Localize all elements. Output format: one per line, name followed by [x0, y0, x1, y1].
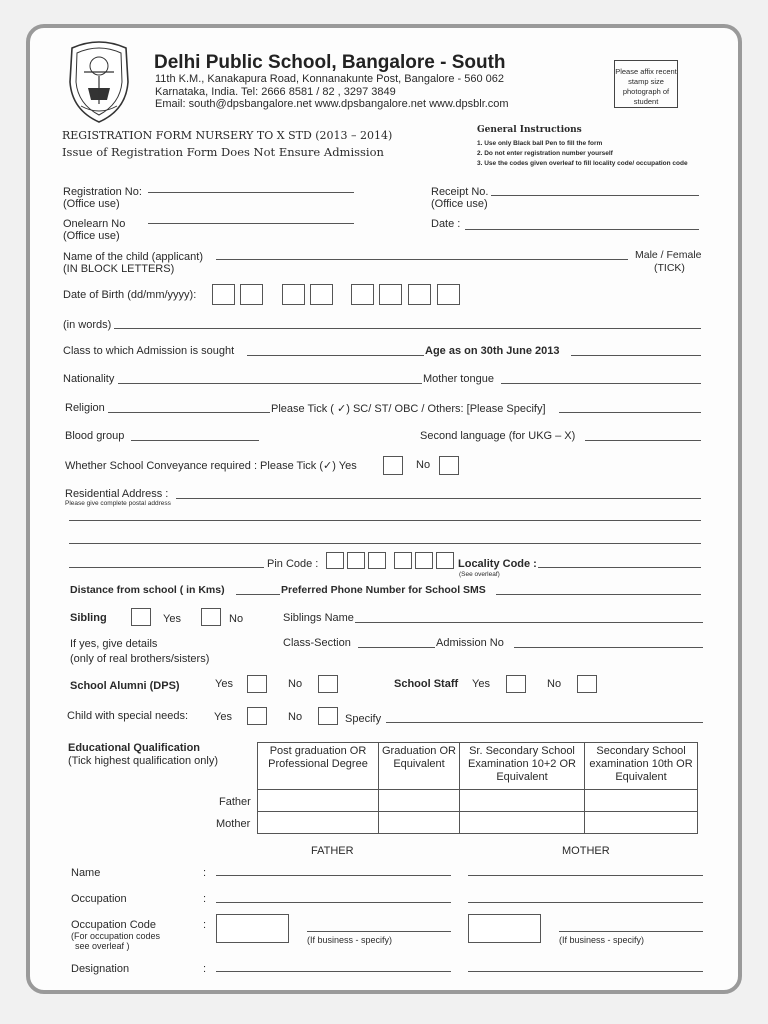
- special-needs-no-checkbox[interactable]: [318, 707, 338, 725]
- dob-words-field[interactable]: [114, 328, 701, 329]
- in-words-label: (in words): [63, 319, 112, 331]
- school-crest-icon: [64, 38, 134, 124]
- mother-post-graduation-cell[interactable]: [258, 812, 379, 834]
- alumni-yes-label: Yes: [215, 678, 233, 690]
- age-field[interactable]: [571, 355, 701, 356]
- alumni-no-label: No: [288, 678, 303, 690]
- business-note: (If business - specify): [307, 935, 393, 945]
- instruction-item: 3. Use the codes given overleaf to fill locality code/ occupation code: [477, 160, 688, 167]
- education-subheading: (Tick highest qualification only): [68, 755, 218, 767]
- father-designation-field[interactable]: [216, 971, 451, 972]
- class-sought-field[interactable]: [247, 355, 424, 356]
- siblings-name-field[interactable]: [355, 622, 703, 623]
- form-frame: [26, 24, 742, 994]
- colon: :: [203, 919, 207, 931]
- child-name-field[interactable]: [216, 259, 628, 260]
- staff-yes-checkbox[interactable]: [506, 675, 526, 693]
- colon: :: [203, 963, 207, 975]
- alumni-yes-checkbox[interactable]: [247, 675, 267, 693]
- col-post-graduation: Post graduation OR Professional Degree: [258, 743, 379, 790]
- sibling-no-checkbox[interactable]: [201, 608, 221, 626]
- father-sr-secondary-cell[interactable]: [460, 790, 585, 812]
- conveyance-no-label: No: [416, 459, 431, 471]
- admission-no-field[interactable]: [514, 647, 703, 648]
- dob-year-digit[interactable]: [379, 284, 402, 305]
- real-siblings-note: (only of real brothers/sisters): [70, 653, 210, 665]
- mother-designation-field[interactable]: [468, 971, 703, 972]
- father-occupation-field[interactable]: [216, 902, 451, 903]
- school-alumni-label: School Alumni (DPS): [70, 680, 180, 692]
- blood-group-label: Blood group: [65, 430, 125, 442]
- sibling-label: Sibling: [70, 612, 107, 624]
- form-subtitle: Issue of Registration Form Does Not Ensure Admission: [62, 145, 384, 159]
- second-language-label: Second language (for UKG – X): [420, 430, 576, 442]
- col-secondary: Secondary School examination 10th OR Equivalent: [585, 743, 698, 790]
- blood-group-field[interactable]: [131, 440, 259, 441]
- pin-code-label: Pin Code :: [267, 558, 319, 570]
- dob-day-digit[interactable]: [240, 284, 263, 305]
- occupation-code-note: (For occupation codes: [71, 931, 161, 941]
- religion-field[interactable]: [108, 412, 270, 413]
- registration-no-label: Registration No:: [63, 186, 142, 198]
- mother-occupation-field[interactable]: [468, 902, 703, 903]
- col-sr-secondary: Sr. Secondary School Examination 10+2 OR Equivalent: [460, 743, 585, 790]
- category-label: Please Tick ( ✓) SC/ ST/ OBC / Others: [Please Specify]: [271, 403, 546, 415]
- address-line-4[interactable]: [69, 567, 264, 568]
- mother-name-field[interactable]: [468, 875, 703, 876]
- occupation-code-label: Occupation Code: [71, 919, 156, 931]
- designation-label: Designation: [71, 963, 130, 975]
- nationality-label: Nationality: [63, 373, 115, 385]
- receipt-no-label: Receipt No.: [431, 186, 489, 198]
- colon: :: [203, 867, 207, 879]
- mother-occupation-code-box[interactable]: [468, 914, 541, 943]
- staff-yes-label: Yes: [472, 678, 490, 690]
- tick-note: (TICK): [654, 262, 685, 274]
- child-name-label: Name of the child (applicant): [63, 251, 204, 263]
- pin-digit[interactable]: [415, 552, 433, 569]
- date-label: Date :: [431, 218, 461, 230]
- dob-year-digit[interactable]: [437, 284, 460, 305]
- if-yes-label: If yes, give details: [70, 638, 158, 650]
- conveyance-label: Whether School Conveyance required : Please Tick (✓) Yes: [65, 460, 357, 472]
- locality-code-label: Locality Code :: [458, 558, 537, 570]
- address-line-3[interactable]: [69, 543, 701, 544]
- date-field[interactable]: [465, 229, 699, 230]
- mother-tongue-field[interactable]: [501, 383, 701, 384]
- dob-year-digit[interactable]: [351, 284, 374, 305]
- dob-label: Date of Birth (dd/mm/yyyy):: [63, 289, 197, 301]
- photo-box[interactable]: Please affix recent stamp size photograph of student: [614, 60, 678, 108]
- occupation-code-note: see overleaf ): [75, 941, 130, 951]
- office-use-label: (Office use): [431, 198, 488, 210]
- nationality-field[interactable]: [118, 383, 422, 384]
- instruction-item: 2. Do not enter registration number yourself: [477, 150, 613, 157]
- office-use-label: (Office use): [63, 230, 120, 242]
- gender-option[interactable]: Male / Female: [635, 249, 702, 261]
- special-needs-no-label: No: [288, 711, 303, 723]
- mother-business-field[interactable]: [559, 931, 703, 932]
- age-label: Age as on 30th June 2013: [425, 345, 560, 357]
- business-note: (If business - specify): [559, 935, 645, 945]
- school-name: Delhi Public School, Bangalore - South: [154, 52, 506, 73]
- receipt-no-field[interactable]: [491, 195, 699, 196]
- father-graduation-cell[interactable]: [379, 790, 460, 812]
- onelearn-no-label: Onelearn No: [63, 218, 126, 230]
- alumni-no-checkbox[interactable]: [318, 675, 338, 693]
- dob-month-digit[interactable]: [282, 284, 305, 305]
- school-staff-label: School Staff: [394, 678, 459, 690]
- education-table: [257, 742, 698, 834]
- see-overleaf-note: (See overleaf): [459, 571, 500, 578]
- form-title: REGISTRATION FORM NURSERY TO X STD (2013 – 2014): [62, 129, 393, 142]
- pin-digit[interactable]: [436, 552, 454, 569]
- school-address: 11th K.M., Kanakapura Road, Konnanakunte Post, Bangalore - 560 062: [155, 73, 504, 85]
- dob-day-digit[interactable]: [212, 284, 235, 305]
- mother-row-label: Mother: [216, 818, 251, 830]
- preferred-phone-field[interactable]: [496, 594, 701, 595]
- father-row-label: Father: [219, 796, 251, 808]
- pin-digit[interactable]: [347, 552, 365, 569]
- occupation-label: Occupation: [71, 893, 127, 905]
- religion-label: Religion: [65, 402, 105, 414]
- registration-no-field[interactable]: [148, 192, 354, 193]
- preferred-phone-label: Preferred Phone Number for School SMS: [281, 584, 486, 596]
- pin-digit[interactable]: [368, 552, 386, 569]
- col-graduation: Graduation OR Equivalent: [379, 743, 460, 790]
- school-email: Email: south@dpsbangalore.net www.dpsbangalore.net www.dpsblr.com: [155, 98, 509, 110]
- education-heading: Educational Qualification: [68, 742, 201, 754]
- mother-tongue-label: Mother tongue: [423, 373, 494, 385]
- father-secondary-cell[interactable]: [585, 790, 698, 812]
- class-section-label: Class-Section: [283, 637, 351, 649]
- dob-year-digit[interactable]: [408, 284, 431, 305]
- mother-secondary-cell[interactable]: [585, 812, 698, 834]
- residential-address-label: Residential Address :: [65, 488, 169, 500]
- siblings-name-label: Siblings Name: [283, 612, 354, 624]
- staff-no-checkbox[interactable]: [577, 675, 597, 693]
- father-post-graduation-cell[interactable]: [258, 790, 379, 812]
- address-line-2[interactable]: [69, 520, 701, 521]
- pin-digit[interactable]: [394, 552, 412, 569]
- pin-digit[interactable]: [326, 552, 344, 569]
- class-section-field[interactable]: [358, 647, 435, 648]
- class-sought-label: Class to which Admission is sought: [63, 345, 235, 357]
- second-language-field[interactable]: [585, 440, 701, 441]
- conveyance-yes-checkbox[interactable]: [383, 456, 403, 475]
- address-line-1[interactable]: [176, 498, 701, 499]
- sibling-yes-label: Yes: [163, 613, 181, 625]
- special-needs-label: Child with special needs:: [67, 710, 189, 722]
- instructions-heading: General Instructions: [477, 125, 582, 135]
- dob-month-digit[interactable]: [310, 284, 333, 305]
- mother-sr-secondary-cell[interactable]: [460, 812, 585, 834]
- onelearn-no-field[interactable]: [148, 223, 354, 224]
- colon: :: [203, 893, 207, 905]
- father-business-field[interactable]: [307, 931, 451, 932]
- block-letters-label: (IN BLOCK LETTERS): [63, 263, 175, 275]
- special-needs-yes-label: Yes: [214, 711, 232, 723]
- sibling-no-label: No: [229, 613, 244, 625]
- instruction-item: 1. Use only Black ball Pen to fill the form: [477, 140, 603, 147]
- specify-label: Specify: [345, 713, 382, 725]
- father-heading: FATHER: [311, 845, 354, 857]
- admission-no-label: Admission No: [436, 637, 504, 649]
- special-needs-yes-checkbox[interactable]: [247, 707, 267, 725]
- special-needs-specify-field[interactable]: [386, 722, 703, 723]
- conveyance-no-checkbox[interactable]: [439, 456, 459, 475]
- father-occupation-code-box[interactable]: [216, 914, 289, 943]
- category-field[interactable]: [559, 412, 701, 413]
- sibling-yes-checkbox[interactable]: [131, 608, 151, 626]
- distance-label: Distance from school ( in Kms): [70, 584, 225, 596]
- school-phone: Karnataka, India. Tel: 2666 8581 / 82 , 3297 3849: [155, 86, 396, 98]
- parent-name-label: Name: [71, 867, 101, 879]
- father-name-field[interactable]: [216, 875, 451, 876]
- mother-graduation-cell[interactable]: [379, 812, 460, 834]
- address-note: Please give complete postal address: [65, 500, 171, 507]
- locality-code-field[interactable]: [538, 567, 701, 568]
- distance-field[interactable]: [236, 594, 280, 595]
- office-use-label: (Office use): [63, 198, 120, 210]
- mother-heading: MOTHER: [562, 845, 610, 857]
- staff-no-label: No: [547, 678, 562, 690]
